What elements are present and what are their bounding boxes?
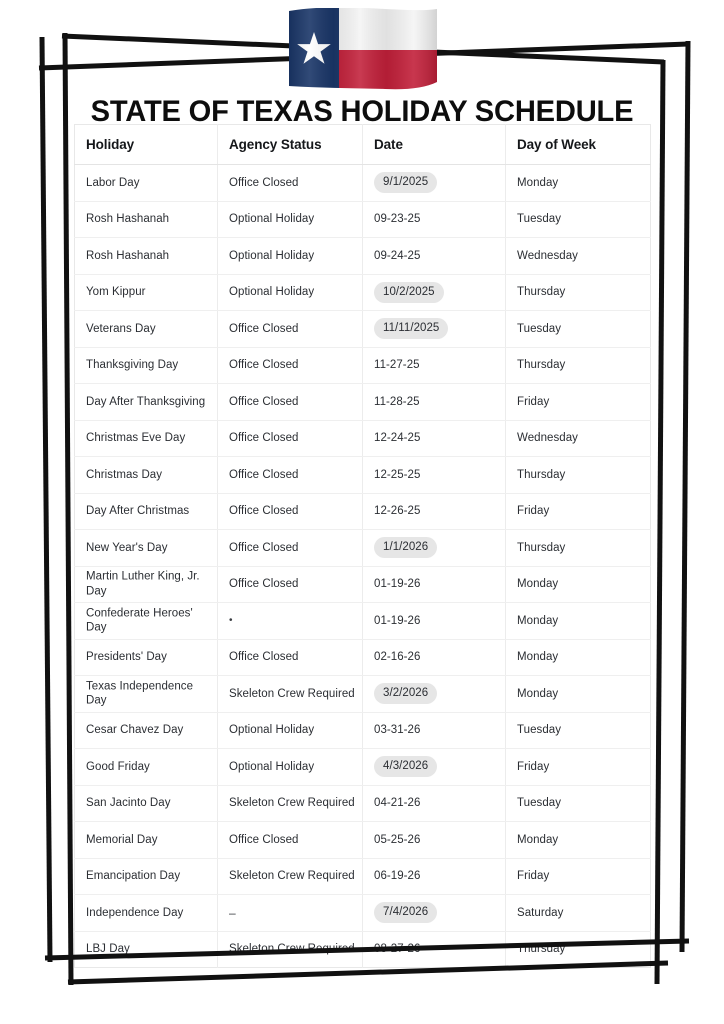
cell-holiday xyxy=(75,420,218,457)
cell-date xyxy=(363,603,506,640)
page-title: STATE OF TEXAS HOLIDAY SCHEDULE xyxy=(90,95,634,128)
date-pill: 7/4/2026 xyxy=(374,902,437,923)
cell-day-of-week xyxy=(506,493,651,530)
cell-day-of-week xyxy=(506,566,651,603)
agency-status-label: Office Closed xyxy=(229,432,299,444)
cell-agency-status xyxy=(218,530,363,567)
day-of-week-label: Tuesday xyxy=(517,213,562,225)
holiday-label: Thanksgiving Day xyxy=(86,359,179,371)
frame-line-left-inner xyxy=(65,33,71,985)
cell-holiday xyxy=(75,712,218,749)
date-pill: 10/2/2025 xyxy=(374,282,444,303)
table-row xyxy=(75,493,651,530)
table-row xyxy=(75,311,651,348)
holiday-label: Independence Day xyxy=(86,906,184,919)
table-row xyxy=(75,676,651,713)
date-label: 12-26-25 xyxy=(374,505,421,518)
cell-agency-status xyxy=(218,311,363,348)
table-row xyxy=(75,201,651,238)
cell-holiday xyxy=(75,858,218,895)
day-of-week-label: Thursday xyxy=(517,286,566,298)
day-of-week-label: Wednesday xyxy=(517,249,578,262)
frame-line-right-inner xyxy=(657,60,663,984)
cell-agency-status xyxy=(218,749,363,786)
date-label: 06-19-26 xyxy=(374,870,421,883)
date-label: 11-28-25 xyxy=(374,395,420,408)
day-of-week-label: Tuesday xyxy=(517,322,562,335)
date-label: 01-19-26 xyxy=(374,614,421,627)
cell-date xyxy=(363,238,506,275)
cell-date xyxy=(363,712,506,749)
agency-status-label: Optional Holiday xyxy=(229,286,315,298)
cell-agency-status xyxy=(218,238,363,275)
cell-date xyxy=(363,420,506,457)
cell-date xyxy=(363,785,506,822)
cell-day-of-week xyxy=(506,420,651,457)
column-header-date: Date xyxy=(363,125,506,165)
day-of-week-label: Monday xyxy=(517,176,559,189)
cell-day-of-week xyxy=(506,895,651,932)
cell-date xyxy=(363,347,506,384)
holiday-label: Yom Kippur xyxy=(86,286,146,298)
day-of-week-label: Monday xyxy=(517,833,559,846)
table-row xyxy=(75,238,651,275)
cell-day-of-week xyxy=(506,712,651,749)
date-label: 03-31-26 xyxy=(374,724,421,737)
cell-day-of-week xyxy=(506,238,651,275)
holiday-schedule-table xyxy=(74,124,651,968)
cell-agency-status xyxy=(218,712,363,749)
date-label: 12-25-25 xyxy=(374,468,421,481)
cell-date xyxy=(363,749,506,786)
cell-agency-status xyxy=(218,274,363,311)
cell-day-of-week xyxy=(506,858,651,895)
agency-status-label: Office Closed xyxy=(229,833,299,846)
holiday-label: Christmas Eve Day xyxy=(86,432,186,444)
date-label: 08-27-26 xyxy=(374,943,421,956)
agency-status-label: Office Closed xyxy=(229,651,299,663)
cell-day-of-week xyxy=(506,165,651,202)
date-pill: 11/11/2025 xyxy=(374,318,448,339)
date-label: 04-21-26 xyxy=(374,797,421,810)
day-of-week-label: Tuesday xyxy=(517,724,562,736)
cell-date xyxy=(363,530,506,567)
holiday-label: Good Friday xyxy=(86,760,150,773)
cell-day-of-week xyxy=(506,530,651,567)
cell-agency-status xyxy=(218,931,363,968)
cell-agency-status xyxy=(218,822,363,859)
column-header-holiday: Holiday xyxy=(75,125,218,165)
agency-status-label: Office Closed xyxy=(229,505,299,517)
cell-date xyxy=(363,566,506,603)
cell-agency-status xyxy=(218,420,363,457)
cell-date xyxy=(363,274,506,311)
cell-holiday xyxy=(75,785,218,822)
cell-holiday xyxy=(75,931,218,968)
day-of-week-label: Friday xyxy=(517,870,550,882)
flag-shading xyxy=(289,8,437,91)
date-label: 12-24-25 xyxy=(374,432,421,445)
cell-date xyxy=(363,311,506,348)
day-of-week-label: Friday xyxy=(517,505,550,517)
cell-date xyxy=(363,895,506,932)
cell-day-of-week xyxy=(506,311,651,348)
cell-holiday xyxy=(75,530,218,567)
holiday-label: Emancipation Day xyxy=(86,870,181,882)
date-pill: 1/1/2026 xyxy=(374,537,437,558)
cell-holiday xyxy=(75,895,218,932)
day-of-week-label: Monday xyxy=(517,614,559,627)
table-row xyxy=(75,530,651,567)
holiday-label: Day After Christmas xyxy=(86,505,190,517)
cell-agency-status xyxy=(218,895,363,932)
table-row xyxy=(75,749,651,786)
cell-agency-status xyxy=(218,384,363,421)
day-of-week-label: Thursday xyxy=(517,468,566,481)
cell-agency-status xyxy=(218,165,363,202)
cell-day-of-week xyxy=(506,384,651,421)
cell-holiday xyxy=(75,749,218,786)
date-label: 01-19-26 xyxy=(374,578,421,591)
date-pill: 3/2/2026 xyxy=(374,683,437,704)
table-row xyxy=(75,858,651,895)
cell-date xyxy=(363,201,506,238)
day-of-week-label: Friday xyxy=(517,395,550,408)
texas-flag xyxy=(289,8,437,91)
agency-status-label: Office Closed xyxy=(229,395,299,408)
day-of-week-label: Thursday xyxy=(517,541,566,554)
date-pill: 9/1/2025 xyxy=(374,172,437,193)
date-pill: 4/3/2026 xyxy=(374,756,437,777)
agency-status-label: Skeleton Crew Required xyxy=(229,687,355,700)
cell-holiday xyxy=(75,311,218,348)
table-row xyxy=(75,895,651,932)
cell-day-of-week xyxy=(506,639,651,676)
cell-holiday xyxy=(75,603,218,640)
table-body xyxy=(75,165,651,968)
cell-date xyxy=(363,165,506,202)
cell-day-of-week xyxy=(506,457,651,494)
agency-status-label: Office Closed xyxy=(229,176,299,189)
day-of-week-label: Thursday xyxy=(517,359,566,371)
holiday-label: Day After Thanksgiving xyxy=(86,395,206,408)
cell-holiday xyxy=(75,274,218,311)
date-label: 09-24-25 xyxy=(374,249,421,262)
cell-day-of-week xyxy=(506,822,651,859)
holiday-label: Christmas Day xyxy=(86,468,163,481)
table-row xyxy=(75,822,651,859)
cell-agency-status xyxy=(218,785,363,822)
column-header-day-of-week: Day of Week xyxy=(506,125,651,165)
table-header-row xyxy=(75,125,651,165)
agency-status-label: Office Closed xyxy=(229,359,299,371)
column-header-agency-status: Agency Status xyxy=(218,125,363,165)
cell-holiday xyxy=(75,566,218,603)
cell-day-of-week xyxy=(506,603,651,640)
frame-line-right-outer xyxy=(682,41,688,952)
holiday-label: New Year's Day xyxy=(86,541,168,554)
agency-status-label: Skeleton Crew Required xyxy=(229,943,355,955)
status-bullet-marker: • xyxy=(229,614,233,626)
status-dash-marker: – xyxy=(229,905,236,920)
cell-date xyxy=(363,493,506,530)
cell-holiday xyxy=(75,347,218,384)
cell-date xyxy=(363,457,506,494)
holiday-label: Veterans Day xyxy=(86,322,156,335)
date-label: 09-23-25 xyxy=(374,213,421,226)
cell-day-of-week xyxy=(506,201,651,238)
table-row xyxy=(75,566,651,603)
frame-line-left-outer xyxy=(42,37,50,962)
holiday-label: San Jacinto Day xyxy=(86,797,171,809)
table-row xyxy=(75,712,651,749)
holiday-label: Martin Luther King, Jr. Day xyxy=(86,570,200,598)
date-label: 11-27-25 xyxy=(374,359,420,372)
holiday-label: Rosh Hashanah xyxy=(86,213,170,225)
cell-holiday xyxy=(75,822,218,859)
cell-day-of-week xyxy=(506,676,651,713)
table-row xyxy=(75,347,651,384)
cell-agency-status xyxy=(218,566,363,603)
cell-date xyxy=(363,858,506,895)
day-of-week-label: Monday xyxy=(517,687,559,700)
day-of-week-label: Friday xyxy=(517,760,550,773)
cell-holiday xyxy=(75,238,218,275)
cell-date xyxy=(363,384,506,421)
holiday-label: Labor Day xyxy=(86,176,140,189)
table-row xyxy=(75,420,651,457)
day-of-week-label: Monday xyxy=(517,578,559,590)
cell-agency-status xyxy=(218,676,363,713)
table-row xyxy=(75,457,651,494)
cell-agency-status xyxy=(218,201,363,238)
holiday-label: Memorial Day xyxy=(86,833,158,846)
cell-agency-status xyxy=(218,603,363,640)
cell-agency-status xyxy=(218,858,363,895)
date-label: 02-16-26 xyxy=(374,651,421,664)
table-row xyxy=(75,603,651,640)
agency-status-label: Office Closed xyxy=(229,468,299,481)
day-of-week-label: Thursday xyxy=(517,943,566,955)
table-row xyxy=(75,384,651,421)
cell-agency-status xyxy=(218,493,363,530)
day-of-week-label: Saturday xyxy=(517,906,564,919)
cell-agency-status xyxy=(218,347,363,384)
cell-holiday xyxy=(75,165,218,202)
cell-date xyxy=(363,676,506,713)
holiday-label: Rosh Hashanah xyxy=(86,249,170,262)
cell-date xyxy=(363,822,506,859)
table-row xyxy=(75,931,651,968)
day-of-week-label: Wednesday xyxy=(517,432,578,444)
day-of-week-label: Tuesday xyxy=(517,797,562,809)
cell-day-of-week xyxy=(506,931,651,968)
cell-date xyxy=(363,931,506,968)
agency-status-label: Office Closed xyxy=(229,322,299,335)
holiday-label: Texas Independence Day xyxy=(86,680,194,707)
holiday-label: Presidents' Day xyxy=(86,651,167,663)
cell-holiday xyxy=(75,493,218,530)
cell-holiday xyxy=(75,676,218,713)
agency-status-label: Skeleton Crew Required xyxy=(229,797,355,809)
table-row xyxy=(75,165,651,202)
agency-status-label: Office Closed xyxy=(229,578,299,590)
table-row xyxy=(75,274,651,311)
agency-status-label: Optional Holiday xyxy=(229,213,315,225)
day-of-week-label: Monday xyxy=(517,651,559,663)
agency-status-label: Optional Holiday xyxy=(229,249,315,262)
cell-agency-status xyxy=(218,457,363,494)
date-label: 05-25-26 xyxy=(374,833,421,846)
holiday-label: Confederate Heroes' Day xyxy=(86,607,193,634)
cell-day-of-week xyxy=(506,749,651,786)
agency-status-label: Optional Holiday xyxy=(229,760,315,773)
holiday-label: LBJ Day xyxy=(86,943,130,955)
cell-date xyxy=(363,639,506,676)
cell-holiday xyxy=(75,639,218,676)
cell-agency-status xyxy=(218,639,363,676)
cell-day-of-week xyxy=(506,274,651,311)
agency-status-label: Skeleton Crew Required xyxy=(229,870,355,882)
cell-holiday xyxy=(75,457,218,494)
table-row xyxy=(75,639,651,676)
cell-day-of-week xyxy=(506,347,651,384)
holiday-label: Cesar Chavez Day xyxy=(86,724,184,736)
cell-holiday xyxy=(75,201,218,238)
agency-status-label: Optional Holiday xyxy=(229,724,315,736)
cell-holiday xyxy=(75,384,218,421)
agency-status-label: Office Closed xyxy=(229,541,299,554)
cell-day-of-week xyxy=(506,785,651,822)
table-row xyxy=(75,785,651,822)
